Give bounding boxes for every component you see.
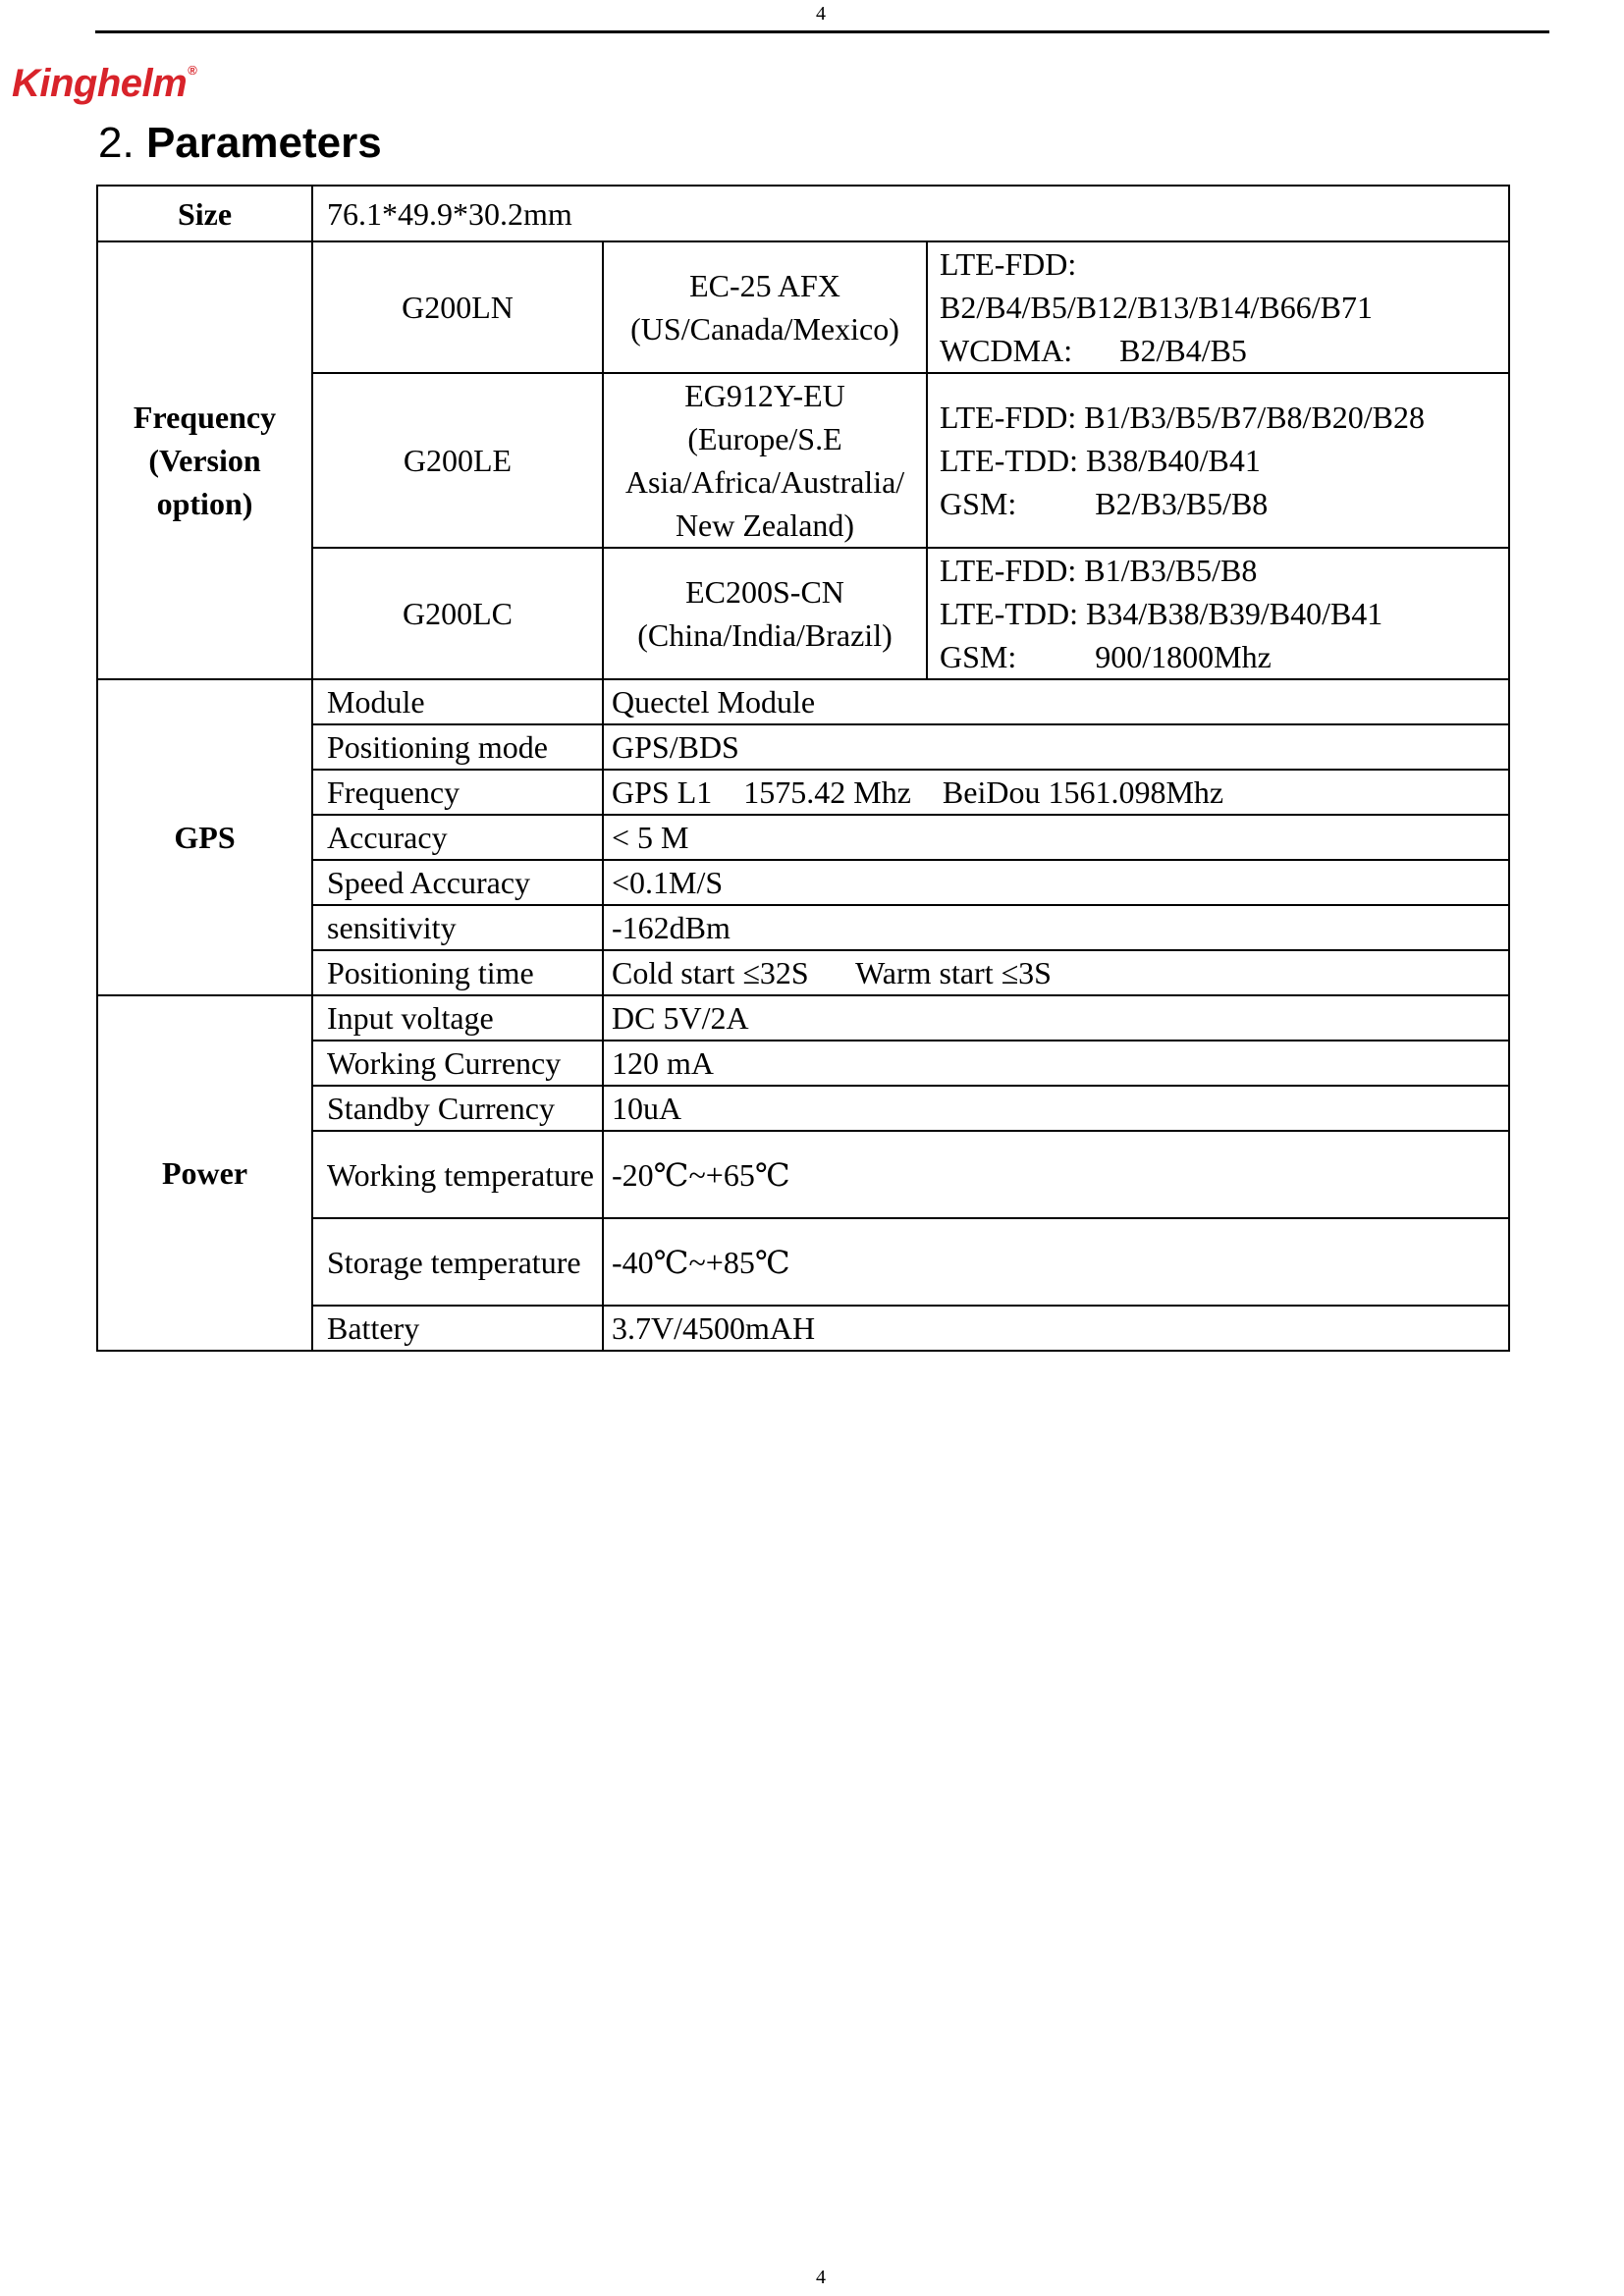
- power-row-label: Input voltage: [312, 995, 603, 1041]
- power-row-label: Standby Currency: [312, 1086, 603, 1131]
- power-row-value: 120 mA: [603, 1041, 1509, 1086]
- bands-g200ln: [927, 241, 1509, 373]
- gps-row-label: Speed Accuracy: [312, 860, 603, 905]
- gps-row-value: GPS/BDS: [603, 724, 1509, 770]
- gps-row-label: Positioning time: [312, 950, 603, 995]
- band-line: GSM: 900/1800Mhz: [940, 639, 1272, 674]
- gps-row-label: Accuracy: [312, 815, 603, 860]
- band-line: GSM: B2/B3/B5/B8: [940, 486, 1269, 521]
- power-row-label: Working Currency: [312, 1041, 603, 1086]
- power-row-value: DC 5V/2A: [603, 995, 1509, 1041]
- power-label: Power: [97, 995, 312, 1351]
- parameters-table: [96, 185, 1510, 1352]
- gps-row-value: <0.1M/S: [603, 860, 1509, 905]
- band-line: LTE-TDD: B38/B40/B41: [940, 443, 1261, 478]
- table-row-gps-module: [97, 679, 1509, 724]
- section-number: 2.: [98, 119, 135, 167]
- gps-label: GPS: [97, 679, 312, 995]
- power-row-value: -20℃~+65℃: [603, 1131, 1509, 1218]
- band-line: WCDMA: B2/B4/B5: [940, 333, 1247, 368]
- size-label: Size: [97, 186, 312, 241]
- size-value: 76.1*49.9*30.2mm: [312, 186, 1509, 241]
- gps-row-label: sensitivity: [312, 905, 603, 950]
- model-g200le: G200LE: [312, 373, 603, 548]
- model-g200ln: G200LN: [312, 241, 603, 373]
- module-g200lc: EC200S-CN (China/India/Brazil): [603, 548, 927, 679]
- table-row-power-input-voltage: [97, 995, 1509, 1041]
- module-g200le: EG912Y-EU (Europe/S.E Asia/Africa/Australia/ New Zealand): [603, 373, 927, 548]
- gps-row-value: Quectel Module: [603, 679, 1509, 724]
- gps-row-value: GPS L1 1575.42 Mhz BeiDou 1561.098Mhz: [603, 770, 1509, 815]
- gps-row-label: Module: [312, 679, 603, 724]
- bands-g200lc: [927, 548, 1509, 679]
- table-row-frequency-g200ln: [97, 241, 1509, 373]
- band-line: LTE-FDD: B1/B3/B5/B8: [940, 553, 1258, 588]
- page-number-top: 4: [816, 3, 826, 25]
- frequency-label: Frequency (Version option): [97, 241, 312, 679]
- page-number-bottom: 4: [816, 2267, 826, 2288]
- logo-text: Kinghelm: [12, 62, 188, 105]
- registered-mark: ®: [188, 63, 197, 78]
- band-line: LTE-FDD:: [940, 246, 1077, 282]
- gps-row-value: < 5 M: [603, 815, 1509, 860]
- band-line: B2/B4/B5/B12/B13/B14/B66/B71: [940, 290, 1373, 325]
- power-row-label: Storage temperature: [312, 1218, 603, 1306]
- power-row-label: Battery: [312, 1306, 603, 1351]
- section-title-text: Parameters: [145, 119, 382, 167]
- power-row-label: Working temperature: [312, 1131, 603, 1218]
- table-row-size: [97, 186, 1509, 241]
- module-g200ln: EC-25 AFX (US/Canada/Mexico): [603, 241, 927, 373]
- kinghelm-logo: [12, 49, 196, 105]
- gps-row-value: -162dBm: [603, 905, 1509, 950]
- header-rule: [95, 30, 1549, 33]
- gps-row-label: Frequency: [312, 770, 603, 815]
- power-row-value: 10uA: [603, 1086, 1509, 1131]
- power-row-value: 3.7V/4500mAH: [603, 1306, 1509, 1351]
- power-row-value: -40℃~+85℃: [603, 1218, 1509, 1306]
- bands-g200le: [927, 373, 1509, 548]
- section-title: [98, 116, 382, 171]
- model-g200lc: G200LC: [312, 548, 603, 679]
- gps-row-label: Positioning mode: [312, 724, 603, 770]
- band-line: LTE-FDD: B1/B3/B5/B7/B8/B20/B28: [940, 400, 1426, 435]
- band-line: LTE-TDD: B34/B38/B39/B40/B41: [940, 596, 1383, 631]
- gps-row-value: Cold start ≤32S Warm start ≤3S: [603, 950, 1509, 995]
